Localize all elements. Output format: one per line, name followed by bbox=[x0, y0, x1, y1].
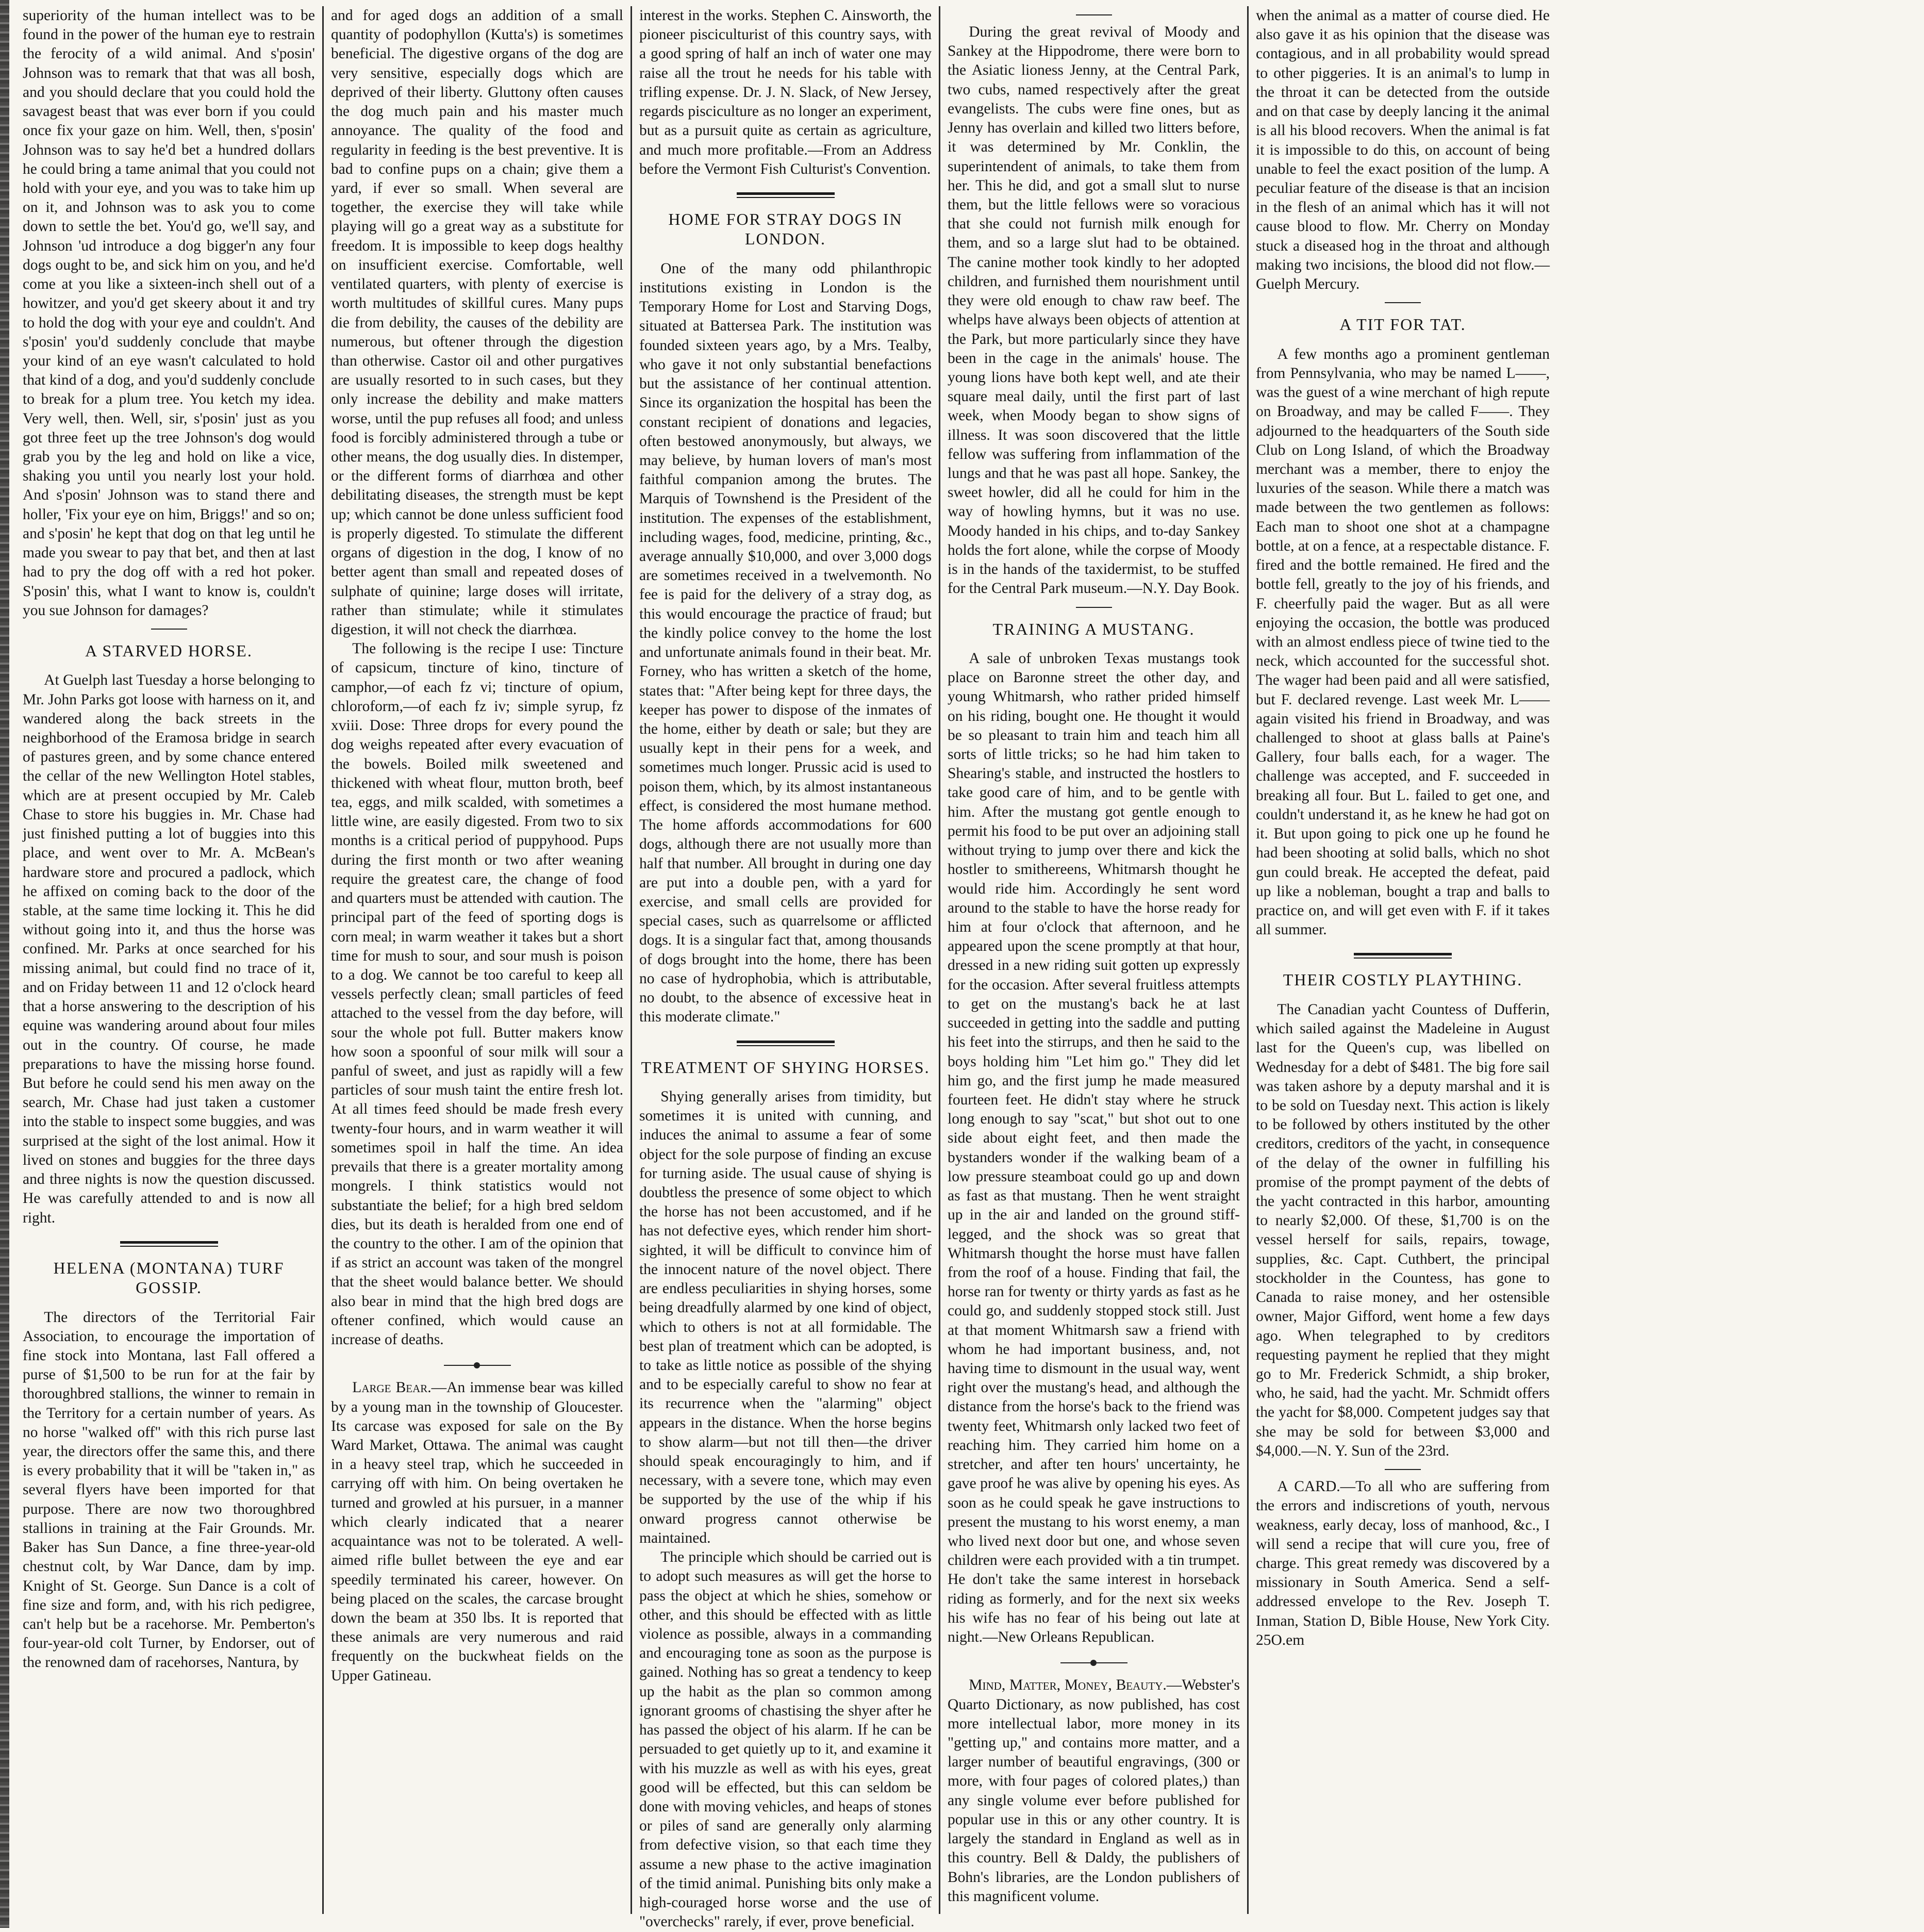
headline-helena-turf: HELENA (MONTANA) TURF GOSSIP. bbox=[53, 1258, 285, 1297]
advertisement-code: 25O.em bbox=[1256, 1631, 1305, 1648]
article-continuation-fish: interest in the works. Stephen C. Ainsworth, the pioneer pisciculturist of this country says, with a good spring of half an inch of water one may raise all the trout he needs for his table with trifling expense. Dr. J. N. Slack, of New Jersey, regards pisciculture as no longer an experiment, but as a pursuit quite as certain as agriculture, and much more profitable.—From an Address before the Vermont Fish Culturist's Convention. bbox=[639, 7, 932, 177]
lead-large-bear: Large Bear. bbox=[352, 1379, 432, 1396]
headline-tit-for-tat: A TIT FOR TAT. bbox=[1339, 315, 1466, 334]
double-separator-rule bbox=[737, 192, 835, 198]
article-continuation-dogs: and for aged dogs an addition of a small quantity of podophyllon (Kutta's) is sometimes beneficial. The digestive organs of the dog are very sensitive, especially dogs which are deprived of their liberty. Gluttony often causes the dog much pain and his master much annoyance. The quality of the food and regularity in feeding is the best preventive. It is bad to confine pups on a chain; give them a yard, if ever so small. When several are together, the exercise they will take while playing will go a great way as a substitute for freedom. It is impossible to keep dogs healthy on insufficient exercise. Comfortable, well ventilated quarters, with plenty of exercise is worth multitudes of skillful cures. Many pups die from debility, the causes of the debility are numerous, but oftener through the digestion than otherwise. Castor oil and other purgatives are usually resorted to in such cases, but they only increase the debility and make matters worse, until the pup refuses all food; and unless food is forcibly administered through a tube or other means, the dog usually dies. In distemper, or the different forms of diarrhœa and other debilitating diseases, the strength must be kept up; which cannot be done unless sufficient food is properly digested. To stimulate the different organs of digestion in the dog, I know of no better agent than small and repeated doses of sulphate of quinine; large doses will irritate, rather than stimulate; while it stimulates digestion, it will not check the diarrhœa. bbox=[331, 7, 623, 638]
double-separator-rule bbox=[737, 1041, 835, 1046]
article-continuation-hog-disease: when the animal as a matter of course died. He also gave it as his opinion that the disease was contagious, and in all probability would spread to other piggeries. It is an animal's to lump in the throat it can be detected from the outside and on that case by deeply lancing it the animal is all his blood recovers. When the animal is fat it is impossible to do this, on account of being unable to feel the exact position of the lump. A peculiar feature of the disease is that an incision in the flesh of an animal which has it will not cause blood to flow. Mr. Cherry on Monday stuck a diseased hog in the throat and although making two incisions, the blood did not flow.—Guelph Mercury. bbox=[1256, 7, 1550, 293]
double-separator-rule bbox=[1354, 953, 1452, 959]
column-4 bbox=[940, 6, 1249, 1914]
lead-mind-matter: Mind, Matter, Money, Beauty. bbox=[969, 1677, 1167, 1694]
article-webster-dictionary bbox=[948, 1676, 1240, 1906]
separator-rule bbox=[1385, 1469, 1421, 1470]
article-lion-cubs: During the great revival of Moody and Sankey at the Hippodrome, there were born to the Asiatic lioness Jenny, at the Central Park, two cubs, named respectively after the great evangelists. The cubs were fine ones, but as Jenny has overlain and killed two litters before, it was determined by Mr. Conklin, the superintendent of animals, to take them from her. This he did, and got a small slut to nurse them, but the little fellows were so voracious that she could not furnish milk enough for them, and so a large slut had to be obtained. The canine mother took kindly to her adopted children, and furnished them nourishment until they were old enough to chaw raw beef. The whelps have always been objects of attention at the Park, but more particularly since they have been in the cage in the animals' house. The young lions have both kept well, and ate their square meal daily, until the first part of last week, when Moody began to show signs of illness. It was soon discovered that the little fellow was suffering from inflammation of the lungs and that he was past all hope. Sankey, the sweet howler, did all he could for him in the way of howling hymns, but it was no use. Moody handed in his chips, and to-day Sankey holds the fort alone, while the corpse of Moody is in the hands of the taxidermist, to be stuffed for the Central Park museum.—N.Y. Day Book. bbox=[948, 24, 1240, 597]
article-large-bear bbox=[331, 1378, 623, 1686]
article-paragraph: One of the many odd philanthropic institutions existing in London is the Temporary Home for Lost and Starving Dogs, situated at Battersea Park. The institution was founded sixteen years ago, by a Mrs. Tealby, who gave it not only substantial benefactions but the assistance of her continual attention. Since its organization the hospital has been the constant recipient of donations and legacies, often bestowed anonymously, but always, we may believe, by human lovers of man's most faithful companion among the brutes. The Marquis of Townshend is the President of the institution. The expenses of the establishment, including wages, food, medicine, printing, &c., average annually $10,000, and over 3,000 dogs are sometimes received in a twelvemonth. No fee is paid for the delivery of a stray dog, as this would encourage the practice of fraud; but the kindly police convey to the home the lost and unfortunate animals found in their beat. Mr. Forney, who has written a sketch of the home, states that: "After being kept for three days, the keeper has power to dispose of the inmates of the home, either by death or sale; but they are usually kept in their pens for a week, and sometimes much longer. Prussic acid is used to poison them, which, by its almost instantaneous effect, is considered the most humane method. The home affords accommodations for 600 dogs, although there are not usually more than half that number. All brought in during one day are put into a double pen, with a yard for exercise, and small cells are provided for special cases, such as quarrelsome or afflicted dogs. It is a singular fact that, among thousands of dogs brought into the home, there has been no case of hydrophobia, which is attributable, no doubt, to the absence of excessive heat in this moderate climate." bbox=[639, 260, 932, 1026]
headline-training-mustang: TRAINING A MUSTANG. bbox=[992, 619, 1195, 638]
article-text: —Webster's Quarto Dictionary, as now published, has cost more intellectual labor, more money in its "getting up," and contains more matter, and a larger number of beautiful engravings, (300 or more, with four pages of colored plates,) than any single volume ever before published for popular use in this or any other country. It is largely the standard in England as well as in this country. Bell & Daldy, the publishers of Bohn's libraries, are the London publishers of this magnificent volume. bbox=[948, 1677, 1240, 1905]
article-continuation-johnson: superiority of the human intellect was to be found in the power of the human eye to restrain the ferocity of a wild animal. And s'posin' Johnson was to remark that that was all bosh, and you should declare that you could hold the savagest beast that was ever born if you could once fix your gaze on him. Well, then, s'posin' Johnson was to say he'd bet a hundred dollars he could bring a tame animal that you could not hold with your eye, and you was to take him up on it, and Johnson was to ask you to come down to settle the bet. You'd go, we'll say, and Johnson 'ud introduce a dog bigger'n any four dogs ought to be, and sick him on you, and he'd come at you like a sixteen-inch shell out of a howitzer, and you'd get skeery about it and try to hold the dog with your eye and couldn't. And s'posin' you'd suddenly conclude that maybe your kind of an eye wasn't calculated to hold that kind of a dog, and you'd suddenly conclude to break for a plum tree. You ketch my idea. Very well, then. Well, sir, s'posin' just as you got three feet up the tree Johnson's dog would grab you by the leg and hold on like a vice, shaking you until you nearly lost your hold. And s'posin' Johnson was to stand there and holler, 'Fix your eye on him, Briggs!' and so on; and s'posin' he kept that dog on that leg until he made you swear to pay that bet, and then at last had to pry the dog off with a red hot poker. S'posin' this, what I want to know is, couldn't you sue Johnson for damages? bbox=[23, 7, 315, 619]
separator-rule bbox=[1076, 14, 1112, 15]
column-5 bbox=[1249, 6, 1557, 1914]
column-1 bbox=[15, 6, 324, 1914]
article-paragraph: A few months ago a prominent gentleman from Pennsylvania, who may be named L——, was the guest of a wine merchant of high repute on Broadway, and may be called F——. They adjourned to the headquarters of the South side Club on Long Island, of which the Broadway merchant was a member, there to enjoy the luxuries of the season. While there a match was made between the two gentlemen as follows: Each man to shoot one shot at a champagne bottle, at on a fence, at a respectable distance. F. fired and the bottle remained. He fired and the bottle fell, greatly to the joy of his friends, and F. cheerfully paid the wager. But as all were enjoying the occasion, the bottle was produced with an almost endless piece of twine tied to the neck, which accounted for the successful shot. The wager had been paid and all were satisfied, but F. declared revenge. Last week Mr. L—— again visited his friend in Broadway, and was challenged to shoot at glass balls at Paine's Gallery, four balls each, for a wager. The challenge was accepted, and F. succeeded in breaking all four. But L. failed to get one, and couldn't understand it, as he knew he had got on it. But upon going to pick one up he found he had been shooting at solid balls, which no shot gun could break. He accepted the defeat, paid up like a nobleman, bought a trap and balls to practice on, and will get even with F. if it takes all summer. bbox=[1256, 345, 1550, 938]
headline-shying-horses: TREATMENT OF SHYING HORSES. bbox=[641, 1058, 930, 1077]
headline-stray-dogs: HOME FOR STRAY DOGS IN LONDON. bbox=[668, 209, 903, 249]
article-text: —An immense bear was killed by a young man in the township of Gloucester. Its carcase was exposed for sale on the By Ward Market, Ottawa. The animal was caught in a heavy steel trap, which he succeeded in carrying off with him. On being overtaken he turned and growled at his pursuer, in a manner which clearly indicated that a nearer acquaintance was not to be tolerated. A well-aimed rifle bullet between the eye and ear speedily terminated his career, however. On being placed on the scales, the carcase brought down the beam at 350 lbs. It is reported that these animals are very numerous and raid frequently on the buckwheat fields on the Upper Gatineau. bbox=[331, 1379, 623, 1684]
separator-rule bbox=[1076, 607, 1112, 608]
scanned-binding-edge bbox=[0, 0, 9, 1928]
article-paragraph: Shying generally arises from timidity, but sometimes it is united with cunning, and induces the animal to assume a fear of some object for the sole purpose of finding an excuse for turning aside. The usual cause of shying is doubtless the presence of some object to which the horse has not been accustomed, and if he has not defective eyes, which render him short-sighted, it will be difficult to convince him of the innocent nature of the novel object. There are endless peculiarities in shying horses, some being dreadfully alarmed by one kind of object, which to others is not at all formidable. The best plan of treatment which can be adopted, is to take as little notice as possible of the shying and to be especially careful to show no fear at its recurrence when the "alarming" object appears in the distance. When the horse begins to show alarm—but not till then—the driver should speak encouragingly to him, and if necessary, with a severe tone, which may even be supported by the use of the whip if his onward progress cannot otherwise be maintained. bbox=[639, 1088, 932, 1546]
separator-rule bbox=[151, 629, 187, 630]
article-paragraph: At Guelph last Tuesday a horse belonging to Mr. John Parks got loose with harness on it, and wandered along the back streets in the neighborhood of the Eramosa bridge in search of pastures green, and by some chance entered the cellar of the new Wellington Hotel stables, which are at present occupied by Mr. Caleb Chase to store his buggies in. Mr. Chase had just finished putting a lot of buggies into this place, and went over to Mr. A. McBean's hardware store and procured a padlock, which he affixed on coming back to the door of the stable, at the same time locking it. This he did without going into it, and thus the horse was confined. Mr. Parks at once searched for his missing animal, but could find no trace of it, and on Friday between 11 and 12 o'clock heard that a horse answering to the description of his equine was wandering around about four miles out in the country. Of course, he made preparations to have the missing horse found. But before he could send his men away on the search, Mr. Chase had just taken a customer into the stable to inspect some buggies, and was surprised at the sight of the lost animal. How it lived on stones and buggies for the three days and three nights is now the question discussed. He was carefully attended to and is now all right. bbox=[23, 672, 315, 1226]
article-paragraph: The directors of the Territorial Fair Association, to encourage the importation of fine stock into Montana, last Fall offered a purse of $1,500 to be run for at the fair by thoroughbred stallions, the winner to remain in the Territory for a certain number of years. As no horse "walked off" with this rich purse last year, the directors offer the same this, and there is every probability that it will be "taken in," as several flyers have been imported for that purpose. There are now two thoroughbred stallions in training at the Fair Grounds. Mr. Baker has Sun Dance, a fine three-year-old chestnut colt, by War Dance, dam by imp. Knight of St. George. Sun Dance is a colt of fine size and form, and, with his rich pedigree, can't help but be a racehorse. Mr. Pemberton's four-year-old colt Turner, by Endorser, out of the renowned dam of racehorses, Nantura, by bbox=[23, 1309, 315, 1671]
advertisement-card bbox=[1256, 1477, 1550, 1650]
separator-rule bbox=[1385, 302, 1421, 303]
advertisement-text: A CARD.—To all who are suffering from the errors and indiscretions of youth, nervous weakness, early decay, loss of manhood, &c., I will send a recipe that will cure you, free of charge. This great remedy was discovered by a missionary in South America. Send a self-addressed envelope to the Rev. Joseph T. Inman, Station D, Bible House, New York City. bbox=[1256, 1478, 1550, 1629]
double-separator-rule bbox=[120, 1241, 218, 1247]
article-paragraph: The Canadian yacht Countess of Dufferin, which sailed against the Madeleine in August last for the Queen's cup, was libelled on Wednesday for a debt of $481. The big fore sail was taken ashore by a deputy marshal and it is to be sold on Tuesday next. This action is likely to be followed by others instituted by the other creditors, creditors of the yacht, in consequence of the delay of the owner in fulfilling his promise of the prompt payment of the debts of the yacht contracted in this harbor, amounting to nearly $2,000. Of these, $1,700 is on the vessel herself for sails, repairs, towage, supplies, &c. Capt. Cuthbert, the principal stockholder in the Countess, has gone to Canada to raise money, and her ostensible owner, Major Gifford, went home a few days ago. When telegraphed to by creditors requesting payment he replied that they might go to Mr. Frederick Schmidt, a ship broker, who, he said, had the yacht. Mr. Schmidt offers the yacht for $8,000. Competent judges say that she may be sold for between $3,000 and $4,000.—N. Y. Sun of the 23rd. bbox=[1256, 1001, 1550, 1459]
article-paragraph: The principle which should be carried out is to adopt such measures as will get the horse to pass the object at which he shies, somehow or other, and this should be effected with as little violence as possible, always in a commanding and encouraging tone as soon as the purpose is gained. Nothing has so great a tendency to keep up the habit as the plan so common among ignorant grooms of chastising the shyer after he has passed the object of his alarm. If he can be persuaded to get quietly up to it, and examine it with his muzzle as well as with his eyes, great good will be effected, but this can seldom be done with moving vehicles, and heaps of stones or piles of sand are generally only alarming from defective vision, so that each time they assume a new phase to the active imagination of the timid animal. Punishing bits only make a high-couraged horse worse and the use of "overchecks" rarely, if ever, prove beneficial. bbox=[639, 1549, 932, 1930]
headline-costly-plaything: THEIR COSTLY PLAYTHING. bbox=[1283, 970, 1523, 989]
dot-separator-rule bbox=[1060, 1662, 1127, 1663]
column-container bbox=[15, 6, 1913, 1930]
column-3 bbox=[632, 6, 940, 1930]
dot-separator-rule bbox=[444, 1365, 511, 1366]
column-2 bbox=[324, 6, 632, 1914]
article-paragraph: A sale of unbroken Texas mustangs took place on Baronne street the other day, and young Whitmarsh, who rather prided himself on his riding, bought one. He thought it would be so pleasant to train him and teach him all sorts of little tricks; so he had him taken to Shearing's stable, and instructed the hostlers to take good care of him, and to be gentle with him. After the mustang got gentle enough to permit his food to be put over an adjoining stall without trying to jump over there and kick the hostler to smithereens, Whitmarsh thought he would ride him. Accordingly he sent word around to the stable to have the horse ready for him at four o'clock that afternoon, and he appeared upon the scene promptly at that hour, dressed in a new riding suit gotten up expressly for the occasion. After several fruitless attempts to get on the mustang's back he at last succeeded in getting into the saddle and putting his feet into the stirrups, and then he said to the boys holding him "Let him go." They did let him go, and the first jump he made measured fourteen feet. He didn't stay where he struck long enough to say "scat," but shot out to one side about eight feet, and then made the bystanders wonder if the walking beam of a low pressure steamboat could go up and down as fast as that mustang. Then he went straight up in the air and landed on the ground stiff-legged, and the shock was so great that Whitmarsh thought the horse must have fallen from the roof of a house. Finding that fail, the horse ran for twenty or thirty yards as fast as he could go, and suddenly stopped stock still. Just at that moment Whitmarsh saw a friend with whom he had important business, and, not having time to dismount in the usual way, went right over the mustang's head, and although the distance from the horse's back to the friend was twenty feet, Whitmarsh only lacked two feet of reaching him. They carried him home on a stretcher, and after ten hours' uncertainty, he gave proof he was alive by opening his eyes. As soon as he could speak he gave instructions to present the mustang to his worst enemy, a man who lived next door but one, and whose seven children were each provided with a tin trumpet. He don't take the same interest in horseback riding as formerly, and for the next six weeks his wife has no fear of his being out late at night.—New Orleans Republican. bbox=[948, 650, 1240, 1646]
headline-starved-horse: A STARVED HORSE. bbox=[85, 641, 253, 660]
article-paragraph: The following is the recipe I use: Tincture of capsicum, tincture of kino, tincture of camphor,—of each fz vi; tincture of opium, chloroform,—of each fz iv; simple syrup, fz xviii. Dose: Three drops for every pound the dog weighs repeated after every evacuation of the bowels. Boiled milk sweetened and thickened with wheat flour, mutton broth, beef tea, eggs, and milk scalded, with sometimes a little wine, are easily digested. From two to six months is a critical period of puppyhood. Pups during the first month or two after weaning require the greatest care, the change of food and quarters must be attended with caution. The principal part of the feed of sporting dogs is corn meal; in warm weather it takes but a short time for mush to sour, and sour mush is poison to a dog. We cannot be too careful to keep all vessels perfectly clean; small particles of feed attached to the vessel from the day before, will sour the whole pot full. Butter makers know how soon a spoonful of sour milk will sour a panful of sweet, and just as rapidly will a few particles of sour mush taint the entire fresh lot. At all times feed should be made fresh every twenty-four hours, and in warm weather it will sometimes spoil in half the time. An idea prevails that there is a greater mortality among mongrels. I think statistics would not substantiate the belief; for a high bred seldom dies, but its death is heralded from one end of the country to the other. I am of the opinion that if as strict an account was taken of the mongrel that the sheet would balance better. We should also bear in mind that the high bred dogs are oftener confined, which would cause an increase of deaths. bbox=[331, 640, 623, 1348]
